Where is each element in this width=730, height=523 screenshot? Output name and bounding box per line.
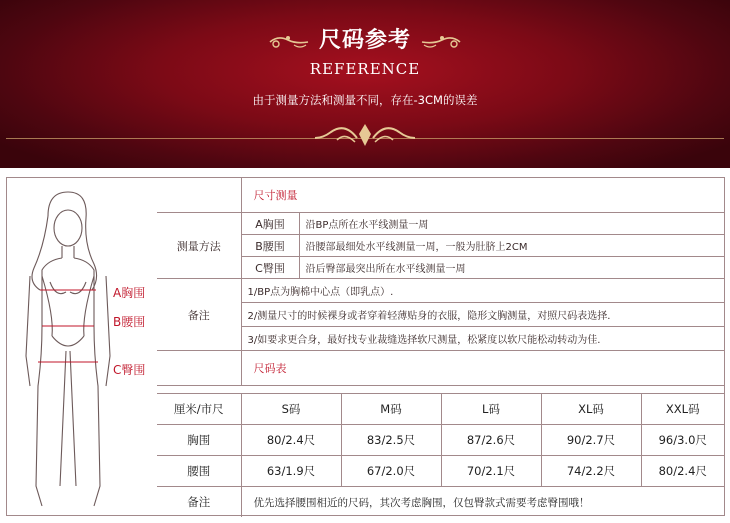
table-header: L码 xyxy=(441,394,541,425)
measure-section-title: 尺寸测量 xyxy=(241,178,724,213)
method-name: A胸围 xyxy=(241,213,299,235)
chest-label: A胸围 xyxy=(113,286,146,300)
table-row xyxy=(157,425,724,456)
table-cell: 63/1.9尺 xyxy=(241,456,341,487)
note-item: 3/如要求更合身，最好找专业裁缝选择软尺测量，松紧度以软尺能松动转动为佳. xyxy=(241,327,724,351)
table-header: XXL码 xyxy=(641,394,724,425)
page-title: 尺码参考 xyxy=(318,28,411,53)
hip-label: C臀围 xyxy=(113,363,146,377)
method-name: C臀围 xyxy=(241,257,299,279)
table-cell: 90/2.7尺 xyxy=(541,425,641,456)
table-header: 厘米/市尺 xyxy=(157,394,241,425)
right-flourish-icon xyxy=(420,33,462,51)
note-label: 备注 xyxy=(157,487,241,518)
table-cell: 83/2.5尺 xyxy=(341,425,441,456)
table-row xyxy=(157,456,724,487)
table-cell: 87/2.6尺 xyxy=(441,425,541,456)
method-name: B腰围 xyxy=(241,235,299,257)
size-header-row xyxy=(157,394,724,425)
table-cell: 67/2.0尺 xyxy=(341,456,441,487)
table-cell: 96/3.0尺 xyxy=(641,425,724,456)
method-desc: 沿BP点所在水平线测量一周 xyxy=(299,213,724,235)
table-cell: 腰围 xyxy=(157,456,241,487)
notes-label: 备注 xyxy=(157,279,241,351)
table-header: M码 xyxy=(341,394,441,425)
table-cell: 70/2.1尺 xyxy=(441,456,541,487)
size-note: 优先选择腰围相近的尺码，其次考虑胸围，仅包臀款式需要考虑臀围哦！ xyxy=(241,487,724,518)
note-item: 1/BP点为胸棉中心点（即乳点）. xyxy=(241,279,724,303)
table-cell: 胸围 xyxy=(157,425,241,456)
header-banner xyxy=(0,0,730,168)
size-chart-title: 尺码表 xyxy=(241,351,724,386)
note-row xyxy=(157,487,724,518)
table-header: XL码 xyxy=(541,394,641,425)
method-desc: 沿腰部最细处水平线测量一周，一般为肚脐上2CM xyxy=(299,235,724,257)
table-cell: 80/2.4尺 xyxy=(241,425,341,456)
table-cell: 74/2.2尺 xyxy=(541,456,641,487)
waist-label: B腰围 xyxy=(113,315,146,329)
method-desc: 沿后臀部最突出所在水平线测量一周 xyxy=(299,257,724,279)
measurement-table xyxy=(157,178,724,386)
error-note: 由于测量方法和测量不同，存在-3CM的误差 xyxy=(252,93,478,107)
table-cell: 80/2.4尺 xyxy=(641,456,724,487)
table-header: S码 xyxy=(241,394,341,425)
method-label: 测量方法 xyxy=(157,213,241,279)
page-subtitle: REFERENCE xyxy=(309,60,421,78)
note-item: 2/测量尺寸的时候裸身或者穿着轻薄贴身的衣服，隐形文胸测量，对照尺码表选择. xyxy=(241,303,724,327)
size-table xyxy=(157,393,724,517)
crown-ornament-icon xyxy=(315,120,415,152)
body-figure-icon xyxy=(20,186,112,512)
